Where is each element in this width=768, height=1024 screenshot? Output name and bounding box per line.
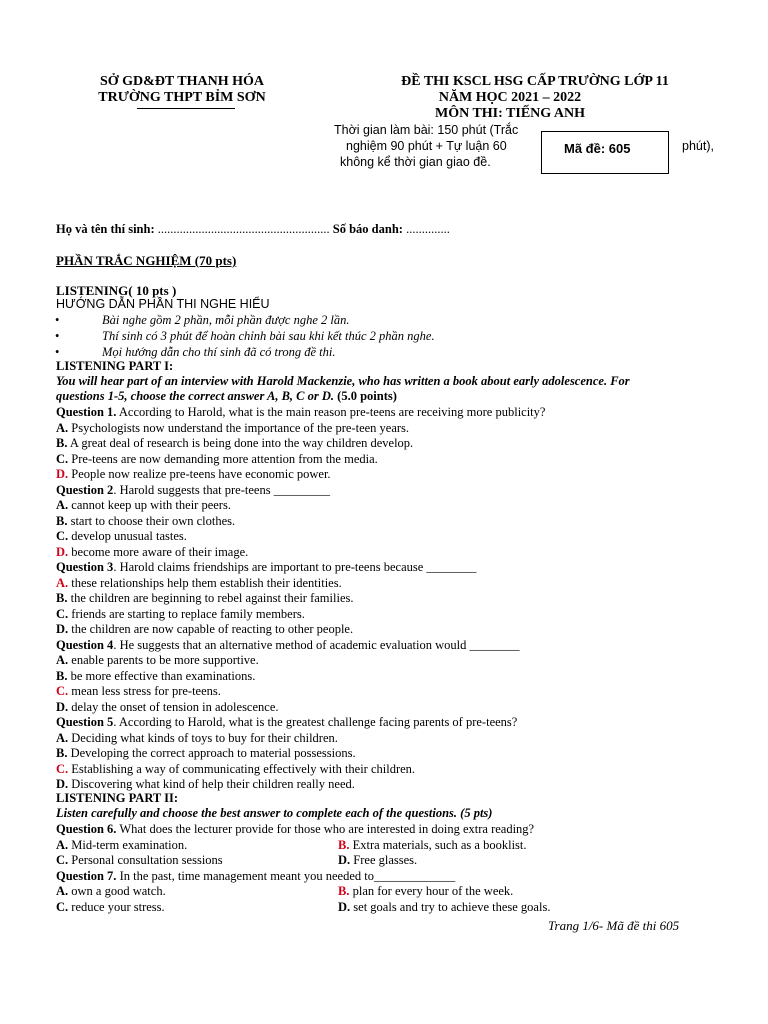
- subject: MÔN THI: TIẾNG ANH: [434, 106, 585, 121]
- answer-option[interactable]: [56, 607, 305, 623]
- bullet-icon: •: [55, 345, 60, 359]
- option-letter: A.: [56, 730, 69, 745]
- option-text: friends are starting to replace family members.: [68, 606, 305, 621]
- question-text: . Harold suggests that pre-teens _________: [113, 482, 330, 497]
- option-letter: C.: [56, 853, 69, 867]
- question-stem: [56, 715, 517, 731]
- name-label: Họ và tên thí sinh:: [56, 222, 155, 236]
- option-text: plan for every hour of the week.: [349, 884, 514, 898]
- option-text: Personal consultation sessions: [68, 853, 223, 867]
- question-label: Question 5: [56, 715, 114, 729]
- school-name: TRƯỜNG THPT BỈM SƠN: [98, 90, 266, 105]
- answer-option[interactable]: [56, 436, 413, 452]
- question-text: What does the lecturer provide for those who are interested in doing extra reading?: [116, 822, 535, 836]
- answer-option[interactable]: [56, 591, 353, 607]
- question-text: . He suggests that an alternative method of academic evaluation would ________: [113, 637, 520, 652]
- question-stem: [56, 483, 330, 499]
- option-letter: D.: [56, 622, 69, 636]
- option-text: develop unusual tastes.: [68, 529, 187, 543]
- option-letter: C.: [56, 761, 69, 776]
- option-text: cannot keep up with their peers.: [68, 498, 231, 512]
- question-stem: [56, 405, 545, 421]
- question-stem: [56, 822, 534, 838]
- option-text: Deciding what kinds of toys to buy for their children.: [68, 730, 338, 745]
- option-letter: B.: [338, 837, 350, 852]
- option-letter: C.: [56, 451, 69, 466]
- answer-option[interactable]: [56, 884, 166, 900]
- option-text: these relationships help them establish their identities.: [68, 575, 342, 590]
- question-label: Question 1.: [56, 405, 117, 419]
- option-letter: A.: [56, 837, 69, 852]
- section-title: PHẦN TRẮC NGHIỆM (70 pts): [56, 253, 237, 268]
- answer-option[interactable]: [56, 576, 342, 592]
- option-letter: D.: [338, 853, 351, 867]
- answer-option[interactable]: [56, 900, 165, 916]
- guide-title: HƯỚNG DẪN PHẦN THI NGHE HIỂU: [56, 297, 270, 311]
- answer-option[interactable]: [56, 514, 235, 530]
- option-text: start to choose their own clothes.: [67, 513, 236, 528]
- option-text: Mid-term examination.: [68, 837, 188, 852]
- option-text: enable parents to be more supportive.: [68, 653, 259, 667]
- answer-option[interactable]: [56, 853, 223, 869]
- option-text: Extra materials, such as a booklist.: [349, 837, 527, 852]
- option-letter: D.: [56, 777, 69, 791]
- option-letter: B.: [338, 884, 350, 898]
- number-label: Số báo danh:: [329, 222, 403, 236]
- answer-option[interactable]: [56, 452, 378, 468]
- option-text: become more aware of their image.: [68, 544, 249, 559]
- answer-option[interactable]: [338, 838, 527, 854]
- part2-title: LISTENING PART II:: [56, 791, 179, 805]
- option-letter: B.: [56, 668, 68, 683]
- option-text: delay the onset of tension in adolescence.: [68, 699, 279, 714]
- option-letter: C.: [56, 684, 69, 698]
- option-letter: D.: [56, 544, 69, 559]
- question-stem: [56, 638, 519, 654]
- exam-title: ĐỀ THI KSCL HSG CẤP TRƯỜNG LỚP 11: [401, 74, 669, 89]
- bullet-icon: •: [55, 313, 60, 327]
- time-line-1: Thời gian làm bài: 150 phút (Trắc: [334, 123, 519, 137]
- school-year: NĂM HỌC 2021 – 2022: [438, 90, 582, 105]
- option-letter: B.: [56, 436, 68, 450]
- name-dots: .......................................................: [154, 222, 330, 236]
- option-text: People now realize pre-teens have economic power.: [68, 467, 331, 481]
- question-stem: [56, 869, 455, 885]
- part1-instruction-1: You will hear part of an interview with Harold Mackenzie, who has written a book about early adolescence. For: [56, 374, 630, 388]
- question-label: Question 2: [56, 482, 114, 497]
- department-name: SỞ GD&ĐT THANH HÓA: [99, 74, 264, 89]
- answer-option[interactable]: [56, 838, 187, 854]
- answer-option[interactable]: [56, 421, 409, 437]
- answer-option[interactable]: [56, 746, 356, 762]
- answer-option[interactable]: [56, 529, 187, 545]
- option-letter: A.: [56, 575, 69, 590]
- question-label: Question 4: [56, 637, 114, 652]
- answer-option[interactable]: [338, 853, 417, 869]
- exam-code-box: [541, 131, 669, 174]
- header-underline: [137, 108, 235, 109]
- option-letter: C.: [56, 606, 69, 621]
- option-text: Free glasses.: [350, 853, 418, 867]
- option-letter: D.: [56, 467, 69, 481]
- option-text: Developing the correct approach to material possessions.: [67, 746, 356, 760]
- option-letter: B.: [56, 591, 68, 605]
- question-text: According to Harold, what is the main reason pre-teens are receiving more publicity?: [116, 405, 546, 419]
- exam-code: Mã đề: 605: [564, 141, 631, 156]
- part1-title: LISTENING PART I:: [56, 359, 174, 373]
- option-text: Establishing a way of communicating effectively with their children.: [68, 761, 416, 776]
- part1-instruction-2: questions 1-5, choose the correct answer A, B, C or D. (5.0 points): [56, 389, 397, 403]
- option-text: Pre-teens are now demanding more attention from the media.: [68, 451, 378, 466]
- number-dots: ..............: [402, 222, 450, 236]
- option-text: set goals and try to achieve these goals.: [350, 899, 551, 914]
- answer-option[interactable]: [56, 669, 255, 685]
- option-text: be more effective than examinations.: [67, 668, 256, 683]
- option-text: reduce your stress.: [68, 899, 165, 914]
- candidate-line: [56, 222, 450, 238]
- question-stem: [56, 560, 476, 576]
- option-letter: A.: [56, 420, 69, 435]
- answer-option[interactable]: [338, 900, 550, 916]
- question-text: . Harold claims friendships are important to pre-teens because ________: [113, 560, 477, 574]
- listening-title: LISTENING( 10 pts ): [56, 283, 177, 298]
- answer-option[interactable]: [56, 762, 415, 778]
- option-text: A great deal of research is being done into the way children develop.: [67, 436, 414, 450]
- question-label: Question 7.: [56, 868, 117, 883]
- option-letter: B.: [56, 513, 68, 528]
- option-letter: D.: [338, 899, 351, 914]
- answer-option[interactable]: [56, 700, 279, 716]
- answer-option[interactable]: [56, 467, 331, 483]
- option-text: mean less stress for pre-teens.: [68, 684, 221, 698]
- question-text: In the past, time management meant you needed to_____________: [116, 868, 456, 883]
- question-label: Question 6.: [56, 822, 117, 836]
- option-letter: A.: [56, 498, 69, 512]
- option-letter: B.: [56, 746, 68, 760]
- page-footer: Trang 1/6- Mã đề thi 605: [548, 918, 680, 933]
- option-letter: C.: [56, 529, 69, 543]
- option-text: the children are now capable of reacting to other people.: [68, 622, 354, 636]
- option-letter: C.: [56, 899, 69, 914]
- time-line-2: nghiệm 90 phút + Tự luận 60: [346, 139, 507, 153]
- answer-option[interactable]: [56, 622, 353, 638]
- answer-option[interactable]: [56, 498, 231, 514]
- answer-option[interactable]: [56, 545, 248, 561]
- option-text: Discovering what kind of help their children really need.: [68, 777, 355, 791]
- option-text: the children are beginning to rebel against their families.: [67, 591, 354, 605]
- option-letter: D.: [56, 699, 69, 714]
- option-text: own a good watch.: [68, 884, 166, 898]
- option-text: Psychologists now understand the importance of the pre-teen years.: [68, 420, 410, 435]
- time-line-3: không kể thời gian giao đề.: [340, 155, 491, 169]
- answer-option[interactable]: [56, 653, 259, 669]
- bullet-icon: •: [55, 329, 60, 343]
- option-letter: A.: [56, 653, 69, 667]
- answer-option[interactable]: [56, 684, 221, 700]
- option-letter: A.: [56, 884, 69, 898]
- answer-option[interactable]: [338, 884, 513, 900]
- answer-option[interactable]: [56, 731, 338, 747]
- time-tail: phút),: [682, 139, 714, 153]
- part2-instruction: Listen carefully and choose the best answer to complete each of the questions. (5 pts): [56, 806, 493, 820]
- question-text: . According to Harold, what is the greatest challenge facing parents of pre-teens?: [113, 715, 518, 729]
- question-label: Question 3: [56, 560, 114, 574]
